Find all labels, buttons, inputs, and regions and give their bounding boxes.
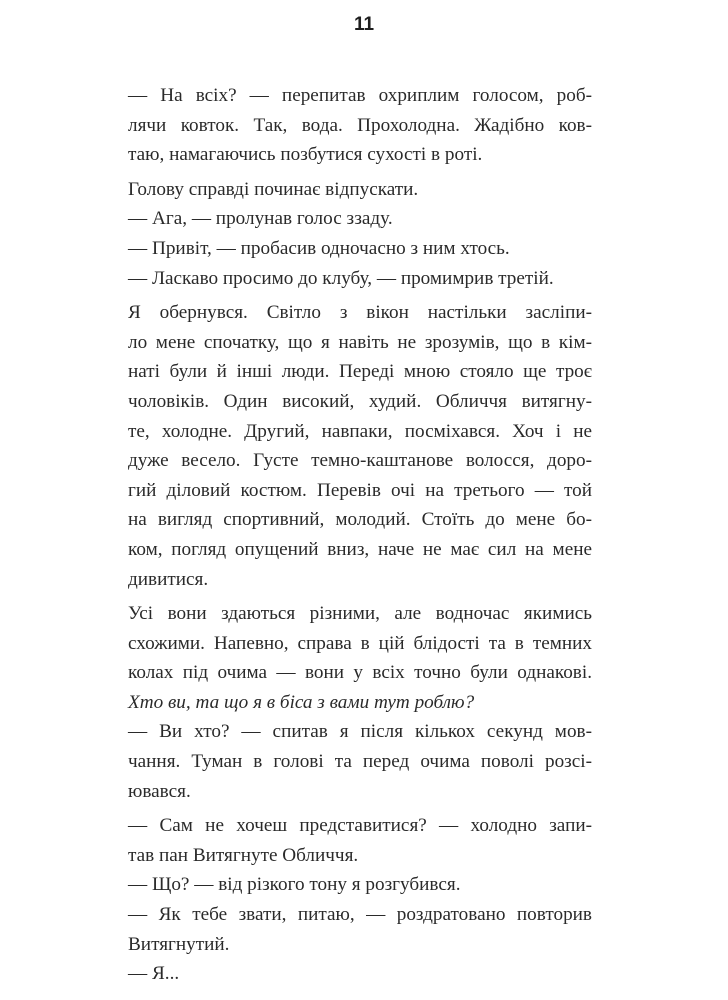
text-line: — Сам не хочеш представитися? — холодно запи- (128, 815, 592, 837)
text-line: — Привіт, — пробасив одночасно з ним хтось. (128, 237, 510, 259)
text-line: — На всіх? — перепитав охриплим голосом, роб- (128, 85, 592, 106)
text-line: те, холодне. Другий, навпаки, посміхався. Хоч і не (128, 420, 592, 442)
text-line: схожими. Напевно, справа в цій блідості та в темних (128, 632, 592, 654)
paragraph-10 (128, 811, 592, 870)
paragraph-7 (128, 599, 592, 688)
paragraph-6 (128, 298, 592, 594)
text-line: таю, намагаючись позбутися сухості в роті. (128, 144, 483, 166)
paragraph-1 (128, 81, 592, 170)
paragraph-5 (128, 264, 592, 294)
book-text (128, 81, 592, 989)
paragraph-13 (128, 959, 592, 989)
page-number: 11 (353, 14, 375, 35)
text-line: чання. Туман в голові та перед очима поволі розсі- (128, 751, 592, 773)
paragraph-8-italic-thought (128, 688, 592, 718)
text-line: Я обернувся. Світло з вікон настільки засліпи- (128, 302, 592, 324)
text-line: Хто ви, та що я в біса з вами тут роблю? (128, 691, 475, 713)
text-line: ком, погляд опущений вниз, наче не має сил на мене (128, 538, 592, 560)
text-line: дивитися. (128, 568, 209, 590)
paragraph-9 (128, 717, 592, 806)
text-line: Усі вони здаються різними, але водночас якимись (128, 603, 592, 625)
text-line: ювався. (128, 780, 191, 802)
text-line: — Ага, — пролунав голос ззаду. (128, 208, 393, 230)
paragraph-2 (128, 175, 592, 205)
paragraph-11 (128, 870, 592, 900)
text-line: — Що? — від різкого тону я розгубився. (128, 874, 461, 896)
text-line: — Як тебе звати, питаю, — роздратовано повторив (128, 904, 592, 926)
text-line: дуже весело. Густе темно-каштанове волосся, доро- (128, 450, 592, 472)
text-line: — Ви хто? — спитав я після кількох секунд мов- (128, 721, 592, 743)
paragraph-12 (128, 900, 592, 959)
text-line: чоловіків. Один високий, худий. Обличчя витягну- (128, 390, 592, 412)
text-line: Голову справді починає відпускати. (128, 178, 419, 200)
text-line: тав пан Витягнуте Обличчя. (128, 844, 359, 866)
text-line: наті були й інші люди. Переді мною стояло ще троє (128, 361, 592, 383)
text-line: — Ласкаво просимо до клубу, — промимрив третій. (128, 267, 554, 289)
paragraph-3 (128, 204, 592, 234)
text-line: на вигляд спортивний, молодий. Стоїть до мене бо- (128, 509, 592, 531)
text-line: колах під очима — вони у всіх точно були однакові. (128, 662, 592, 684)
paragraph-4 (128, 234, 592, 264)
text-line: Витягнутий. (128, 933, 230, 955)
text-line: лячи ковток. Так, вода. Прохолодна. Жадібно ков- (128, 114, 592, 136)
text-line: — Я... (128, 963, 180, 985)
text-line: гий діловий костюм. Перевів очі на третього — той (128, 479, 592, 501)
text-line: ло мене спочатку, що я навіть не зрозумів, що в кім- (128, 331, 592, 353)
